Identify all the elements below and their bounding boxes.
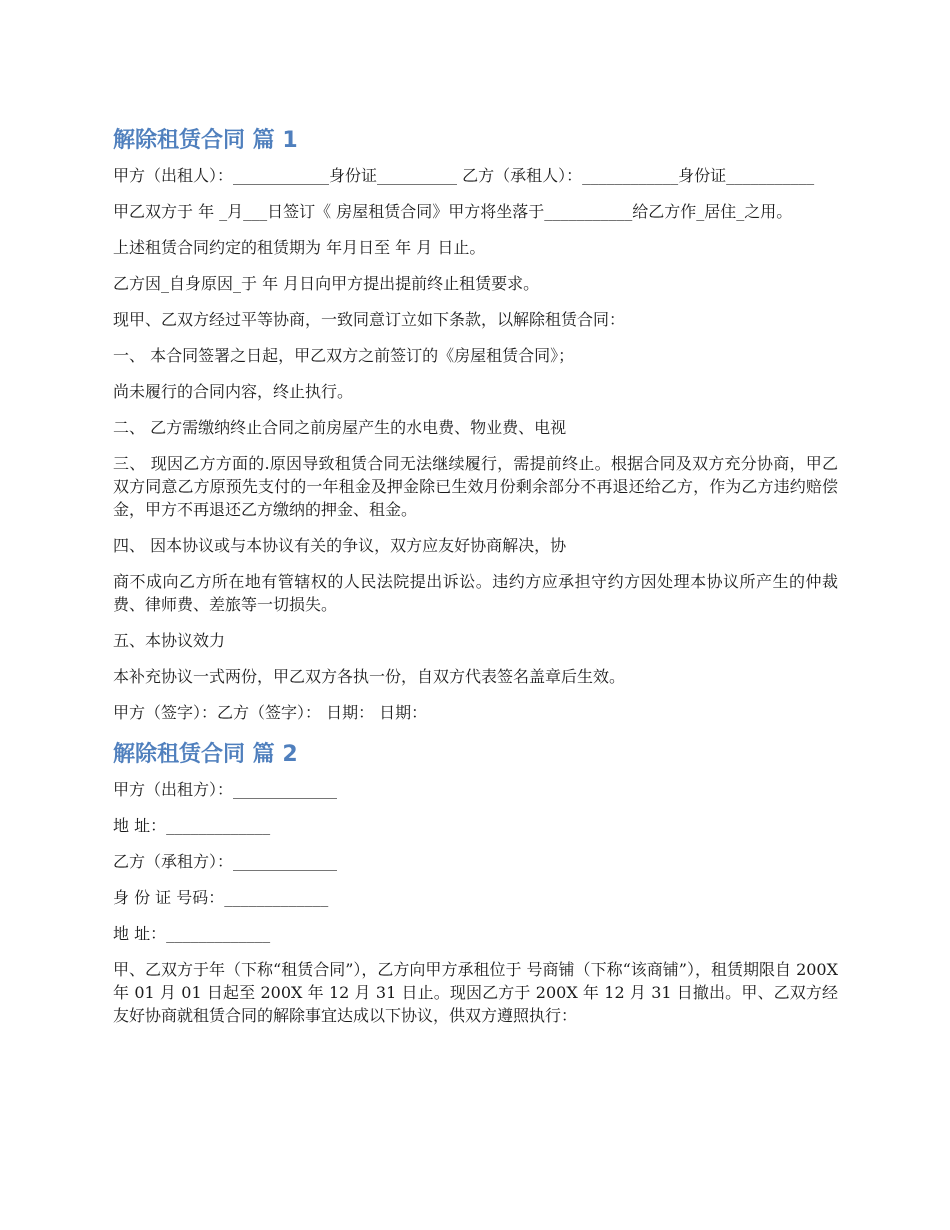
paragraph: 乙方（承租方）：_____________ — [113, 852, 338, 871]
paragraph: 地 址：_____________ — [113, 816, 271, 835]
paragraph: 甲方（出租方）：_____________ — [113, 780, 338, 799]
paragraph: 五、本协议效力 — [113, 631, 226, 650]
paragraph: 上述租赁合同约定的租赁期为 年月日至 年 月 日止。 — [113, 238, 486, 257]
section-1-title: 解除租赁合同 篇 1 — [113, 128, 298, 153]
paragraph: 四、 因本协议或与本协议有关的争议，双方应友好协商解决，协 — [113, 536, 567, 555]
paragraph: 二、 乙方需缴纳终止合同之前房屋产生的水电费、物业费、电视 — [113, 418, 567, 437]
section-2-title: 解除租赁合同 篇 2 — [113, 742, 298, 767]
paragraph: 甲、乙双方于年（下称“租赁合同”），乙方向甲方承租位于 号商铺（下称“该商铺”），租赁期限自 200X 年 01 月 01 日起至 200X 年 12 月 31 日止。现因乙方于 200X 年 12 月 31 日撤出。甲、乙双方经友好协商就租赁合同的解除事宜达成以下协议，供双方遵照执行： — [113, 960, 838, 1025]
paragraph: 甲方（出租人）：____________身份证__________ 乙方（承租人）：____________身份证___________ — [113, 166, 815, 185]
document-page — [113, 126, 838, 1040]
paragraph: 地 址：_____________ — [113, 924, 271, 943]
paragraph: 甲方（签字）：乙方（签字）： 日期： 日期： — [113, 703, 428, 722]
paragraph: 三、 现因乙方方面的.原因导致租赁合同无法继续履行，需提前终止。根据合同及双方充分协商，甲乙双方同意乙方原预先支付的一年租金及押金除已生效月份剩余部分不再退还给乙方，作为乙方违约赔偿金，甲方不再退还乙方缴纳的押金、租金。 — [113, 454, 838, 519]
paragraph: 本补充协议一式两份，甲乙双方各执一份，自双方代表签名盖章后生效。 — [113, 667, 626, 686]
paragraph: 现甲、乙双方经过平等协商，一致同意订立如下条款，以解除租赁合同： — [113, 310, 626, 329]
paragraph: 身 份 证 号码：_____________ — [113, 888, 329, 907]
paragraph: 乙方因_自身原因_于 年 月日向甲方提出提前终止租赁要求。 — [113, 274, 540, 293]
paragraph: 商不成向乙方所在地有管辖权的人民法院提出诉讼。违约方应承担守约方因处理本协议所产生的仲裁费、律师费、差旅等一切损失。 — [113, 572, 838, 614]
paragraph: 一、 本合同签署之日起，甲乙双方之前签订的《房屋租赁合同》； — [113, 346, 575, 365]
paragraph: 甲乙双方于 年 _月___日签订《 房屋租赁合同》甲方将坐落于___________给乙方作_居住_之用。 — [113, 202, 793, 221]
paragraph: 尚未履行的合同内容，终止执行。 — [113, 382, 354, 401]
